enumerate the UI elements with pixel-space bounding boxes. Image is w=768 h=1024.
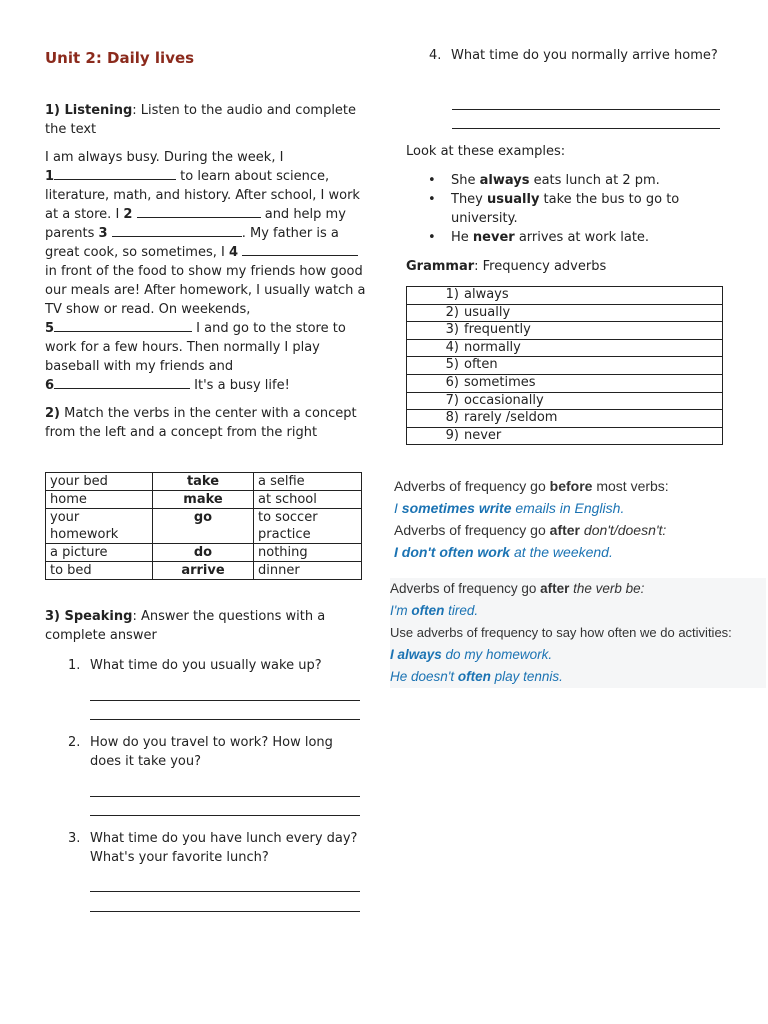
answer-line[interactable] (90, 700, 360, 701)
matching-row (46, 509, 362, 544)
adverb-number: 3) (445, 322, 459, 338)
example-adverb: never (472, 230, 515, 245)
adverb-row (407, 374, 723, 392)
adverb-number: 7) (445, 392, 459, 408)
left-concept-cell[interactable]: your homework (46, 509, 153, 544)
left-concept-cell[interactable]: to bed (46, 562, 153, 580)
blank-number-4: 4 (228, 245, 239, 260)
speaking-label: 3) Speaking (45, 609, 133, 624)
answer-line[interactable] (452, 128, 720, 129)
right-concept-cell[interactable]: at school (254, 491, 362, 509)
matching-table (45, 472, 362, 580)
adverb-cell (407, 339, 723, 357)
adverb-number: 9) (445, 427, 459, 443)
answer-line[interactable] (90, 796, 360, 797)
adverb-cell (407, 392, 723, 410)
adverb-word: rarely /seldom (464, 410, 558, 426)
example-text: They (451, 192, 488, 207)
adverb-cell (407, 304, 723, 322)
adverb-cell (407, 410, 723, 428)
rule-example: He doesn't often play tennis. (390, 669, 563, 684)
question-text: What time do you normally arrive home? (451, 48, 718, 63)
rule-example: I sometimes write emails in English. (394, 500, 625, 516)
question-2 (68, 733, 358, 771)
adverb-cell (407, 427, 723, 445)
blank-number-2: 2 (123, 207, 133, 222)
adverb-row (407, 339, 723, 357)
grammar-topic: : Frequency adverbs (474, 259, 607, 274)
adverb-number: 1) (445, 287, 459, 302)
right-concept-cell[interactable]: dinner (254, 562, 362, 580)
question-3 (68, 829, 358, 867)
question-number: 1. (68, 658, 81, 673)
adverb-word: normally (464, 339, 521, 355)
matching-row (46, 562, 362, 580)
adverb-number: 6) (445, 374, 459, 390)
matching-label: 2) (45, 406, 60, 421)
verb-cell[interactable]: do (153, 544, 254, 562)
verb-cell[interactable]: make (153, 491, 254, 509)
adverb-row (407, 357, 723, 375)
adverb-row (407, 304, 723, 322)
question-1 (68, 656, 358, 675)
question-4 (429, 46, 719, 65)
rule-line: Adverbs of frequency go before most verbs: (394, 478, 669, 494)
example-adverb: always (479, 173, 530, 188)
rule-line: Adverbs of frequency go after the verb be: (390, 581, 645, 596)
example-text: She (451, 173, 480, 188)
listening-text-4: . My father is a great cook, so sometimes, I (45, 226, 339, 260)
adverb-cell (407, 357, 723, 375)
adverb-row (407, 427, 723, 445)
question-text: What time do you usually wake up? (90, 658, 322, 673)
listening-text-5: in front of the food to show my friends how good our meals are! After homework, I usually watch a TV show or read. On weekends, (45, 264, 366, 317)
adverb-word: usually (464, 304, 511, 320)
answer-line[interactable] (90, 719, 360, 720)
question-text: What time do you have lunch every day? What's your favorite lunch? (90, 831, 358, 865)
speaking-instruction-text: : Answer the questions with a complete answer (45, 609, 326, 643)
matching-row (46, 491, 362, 509)
right-concept-cell[interactable]: nothing (254, 544, 362, 562)
speaking-instruction (45, 607, 365, 645)
rule-line: Adverbs of frequency go after don't/doesn't: (394, 522, 667, 538)
rule-example: I always do my homework. (390, 647, 553, 662)
examples-list (428, 171, 708, 247)
adverb-row (407, 392, 723, 410)
adverb-word: often (464, 357, 498, 373)
question-number: 2. (68, 735, 81, 750)
verb-cell[interactable]: take (153, 473, 254, 491)
listening-instruction-text: : Listen to the audio and complete the text (45, 103, 357, 137)
question-number: 4. (429, 48, 442, 63)
listening-text-2: to learn about science, literature, math, and history. After school, I work at a store. I (45, 169, 360, 222)
example-text: take the bus to go to university. (451, 192, 680, 226)
blank-number-1: 1 (45, 169, 55, 184)
example-text: eats lunch at 2 pm. (529, 173, 660, 188)
example-adverb: usually (487, 192, 540, 207)
example-item (428, 171, 708, 190)
left-concept-cell[interactable]: your bed (46, 473, 153, 491)
example-text: arrives at work late. (514, 230, 650, 245)
matching-instruction (45, 404, 365, 442)
left-concept-cell[interactable]: home (46, 491, 153, 509)
answer-line[interactable] (90, 815, 360, 816)
listening-text-7: It's a busy life! (190, 378, 290, 393)
listening-instruction (45, 101, 365, 139)
right-concept-cell[interactable]: to soccer practice (254, 509, 362, 544)
frequency-adverbs-table (406, 286, 723, 445)
blank-2[interactable] (137, 206, 261, 218)
example-item (428, 228, 708, 247)
example-text: He (451, 230, 473, 245)
left-concept-cell[interactable]: a picture (46, 544, 153, 562)
example-item (428, 190, 708, 228)
rule-example: I'm often tired. (390, 603, 479, 618)
adverb-word: occasionally (464, 392, 544, 408)
verb-cell[interactable]: go (153, 509, 254, 544)
question-number: 3. (68, 831, 81, 846)
rules-image-2 (390, 578, 766, 688)
verb-cell[interactable]: arrive (153, 562, 254, 580)
rules-image-1 (394, 475, 694, 563)
adverb-number: 4) (445, 339, 459, 355)
grammar-heading (406, 257, 726, 276)
adverb-number: 8) (445, 410, 459, 426)
matching-row (46, 544, 362, 562)
adverb-word: frequently (464, 322, 531, 338)
adverb-number: 5) (445, 357, 459, 373)
right-concept-cell[interactable]: a selfie (254, 473, 362, 491)
examples-intro: Look at these examples: (406, 144, 566, 159)
adverb-row (407, 322, 723, 340)
matching-instruction-text: Match the verbs in the center with a concept from the left and a concept from the right (45, 406, 357, 440)
adverb-word: sometimes (464, 374, 536, 390)
answer-line[interactable] (452, 109, 720, 110)
question-text: How do you travel to work? How long does it take you? (90, 735, 333, 769)
blank-5[interactable] (54, 320, 192, 332)
adverb-cell (407, 287, 723, 305)
blank-number-5: 5 (45, 321, 55, 336)
listening-text (45, 148, 367, 395)
page-title: Unit 2: Daily lives (45, 49, 195, 67)
adverb-word: never (464, 427, 502, 443)
blank-1[interactable] (54, 168, 176, 180)
blank-3[interactable] (112, 225, 242, 237)
adverb-cell (407, 322, 723, 340)
grammar-label: Grammar (406, 259, 475, 274)
matching-row (46, 473, 362, 491)
adverb-row (407, 287, 723, 305)
blank-6[interactable] (54, 377, 190, 389)
rule-line: Use adverbs of frequency to say how often we do activities: (390, 625, 732, 640)
adverb-row (407, 410, 723, 428)
blank-4[interactable] (242, 244, 358, 256)
adverb-number: 2) (445, 304, 459, 320)
listening-text-6: I and go to the store to work for a few hours. Then normally I play baseball with my friends and (45, 321, 346, 374)
answer-line[interactable] (90, 891, 360, 892)
blank-number-3: 3 (98, 226, 108, 241)
listening-label: 1) Listening (45, 103, 133, 118)
answer-line[interactable] (90, 911, 360, 912)
blank-number-6: 6 (45, 378, 55, 393)
adverb-cell (407, 374, 723, 392)
listening-text-1: I am always busy. During the week, I (45, 150, 284, 165)
adverb-word: always (464, 287, 509, 302)
rule-example: I don't often work at the weekend. (394, 544, 613, 560)
listening-text-3: and help my parents (45, 207, 346, 241)
